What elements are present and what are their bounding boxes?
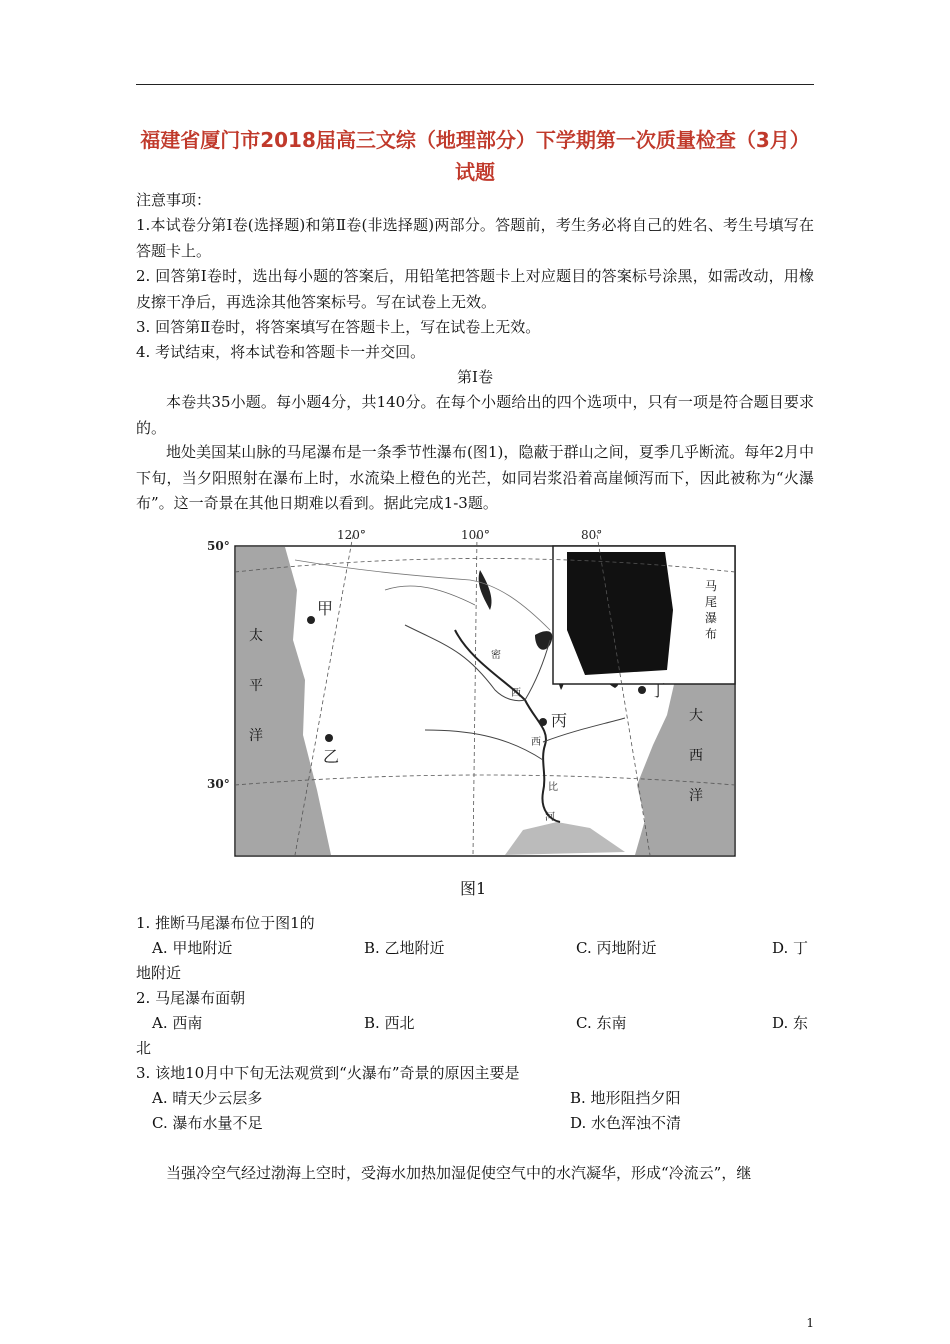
- place-ding: 丁: [650, 681, 667, 700]
- lat-label: 50°: [207, 539, 230, 553]
- place-jia: 甲: [317, 599, 334, 618]
- inset-label: 布: [705, 627, 718, 641]
- passage-1: 地处美国某山脉的马尾瀑布是一条季节性瀑布(图1)，隐蔽于群山之间，夏季几乎断流。每年2月中下旬，当夕阳照射在瀑布上时，水流染上橙色的光芒，如同岩浆沿着高崖倾泻而下，因此被称为“火瀑布”。这一奇景在其他日期难以看到。据此完成1-3题。: [136, 443, 814, 512]
- river-label: 比: [548, 782, 558, 793]
- place-yi: 乙: [323, 747, 340, 766]
- inset-label: 瀑: [705, 611, 718, 625]
- question-3-option-b[interactable]: B. 地形阻挡夕阳: [570, 1089, 681, 1107]
- inset-label: 马: [705, 579, 718, 593]
- question-2-option-d-wrap: 北: [136, 1039, 152, 1057]
- figure-1-map: [205, 530, 740, 860]
- question-1-option-b[interactable]: B. 乙地附近: [364, 939, 445, 957]
- question-2-option-b[interactable]: B. 西北: [364, 1014, 415, 1032]
- inset-label: 尾: [705, 595, 718, 609]
- notice-item-3: 3. 回答第Ⅱ卷时，将答案填写在答题卡上，写在试卷上无效。: [136, 318, 541, 336]
- question-3-option-c[interactable]: C. 瀑布水量不足: [152, 1114, 263, 1132]
- section-title: 第Ⅰ卷: [457, 368, 493, 386]
- passage-2: 当强冷空气经过渤海上空时，受海水加热加湿促使空气中的水汽凝华，形成“冷流云”，继: [166, 1164, 752, 1182]
- question-3-option-d[interactable]: D. 水色浑浊不清: [570, 1114, 682, 1132]
- ocean-label: 洋: [689, 788, 703, 804]
- header-rule: [136, 84, 814, 85]
- question-2-option-c[interactable]: C. 东南: [576, 1014, 627, 1032]
- question-3-stem: 3. 该地10月中下旬无法观赏到“火瀑布”奇景的原因主要是: [136, 1064, 520, 1082]
- river-label: 西: [531, 737, 541, 748]
- ocean-label: 平: [249, 678, 263, 694]
- page-number: 1: [806, 1316, 814, 1330]
- question-1-option-d[interactable]: D. 丁: [772, 939, 809, 957]
- river-label: 西: [511, 688, 521, 699]
- question-1-option-d-wrap: 地附近: [136, 964, 182, 982]
- question-1-option-c[interactable]: C. 丙地附近: [576, 939, 657, 957]
- page-title: 福建省厦门市2018届高三文综（地理部分）下学期第一次质量检查（3月）试题: [140, 128, 810, 184]
- notice-heading: 注意事项：: [136, 191, 212, 209]
- lon-label: 100°: [461, 530, 490, 542]
- question-2-option-d[interactable]: D. 东: [772, 1014, 809, 1032]
- question-3-option-a[interactable]: A. 晴天少云层多: [152, 1089, 263, 1107]
- question-1-option-a[interactable]: A. 甲地附近: [152, 939, 233, 957]
- ocean-label: 大: [689, 708, 703, 724]
- notice-item-2: 2. 回答第Ⅰ卷时，选出每小题的答案后，用铅笔把答题卡上对应题目的答案标号涂黑，如需改动，用橡皮擦干净后，再选涂其他答案标号。写在试卷上无效。: [136, 267, 814, 311]
- section-intro: 本卷共35小题。每小题4分，共140分。在每个小题给出的四个选项中，只有一项是符合题目要求的。: [136, 393, 814, 437]
- question-2-stem: 2. 马尾瀑布面朝: [136, 989, 246, 1007]
- question-1-stem: 1. 推断马尾瀑布位于图1的: [136, 914, 315, 932]
- notice-item-1: 1.本试卷分第Ⅰ卷(选择题)和第Ⅱ卷(非选择题)两部分。答题前，考生务必将自己的姓名、考生号填写在答题卡上。: [136, 216, 814, 260]
- lon-label: 80°: [581, 530, 603, 542]
- lat-label: 30°: [207, 777, 230, 791]
- ocean-label: 洋: [249, 728, 263, 744]
- ocean-label: 西: [689, 748, 703, 764]
- ocean-label: 太: [249, 628, 263, 644]
- river-label: 河: [545, 812, 555, 823]
- place-bing: 丙: [551, 711, 568, 730]
- river-label: 密: [491, 650, 501, 661]
- notice-item-4: 4. 考试结束，将本试卷和答题卡一并交回。: [136, 343, 426, 361]
- lon-label: 120°: [337, 530, 366, 542]
- question-2-option-a[interactable]: A. 西南: [152, 1014, 203, 1032]
- figure-caption: 图1: [460, 879, 487, 898]
